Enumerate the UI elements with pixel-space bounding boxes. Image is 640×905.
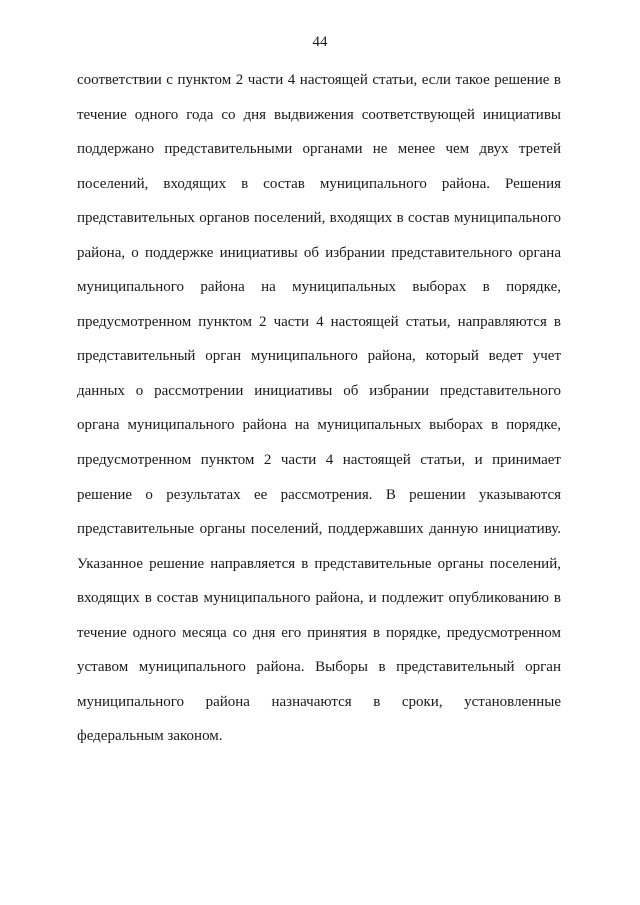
text-line: района, о поддержке инициативы об избрании представительного органа [77,244,561,261]
text-line: Указанное решение направляется в представительные органы поселений, [77,555,561,572]
text-line: муниципального района назначаются в сроки, установленные [77,693,561,710]
text-line: поддержано представительными органами не менее чем двух третей [77,141,561,158]
text-line: течение одного месяца со дня его принятия в порядке, предусмотренном [77,624,561,641]
text-line: представительный орган муниципального района, который ведет учет [77,348,561,365]
text-line: муниципального района на муниципальных выборах в порядке, [77,279,561,296]
page-number: 44 [312,34,328,50]
text-line: представительных органов поселений, входящих в состав муниципального [77,210,561,227]
text-line: решение о результатах ее рассмотрения. В решении указываются [77,486,561,503]
text-line: входящих в состав муниципального района, и подлежит опубликованию в [77,590,561,607]
text-line: представительные органы поселений, поддержавших данную инициативу. [77,521,561,538]
text-line: предусмотренном пунктом 2 части 4 настоящей статьи, направляются в [77,313,561,330]
text-line: поселений, входящих в состав муниципального района. Решения [77,175,561,192]
text-line-last: федеральным законом. [77,728,223,745]
text-line: данных о рассмотрении инициативы об избрании представительного [77,382,561,399]
text-line: соответствии с пунктом 2 части 4 настоящей статьи, если такое решение в [77,72,561,88]
body-paragraph [77,68,561,759]
text-line: течение одного года со дня выдвижения соответствующей инициативы [77,106,561,123]
text-line: уставом муниципального района. Выборы в представительный орган [77,659,561,676]
text-line: органа муниципального района на муниципальных выборах в порядке, [77,417,561,434]
text-line: предусмотренном пунктом 2 части 4 настоящей статьи, и принимает [77,452,561,469]
